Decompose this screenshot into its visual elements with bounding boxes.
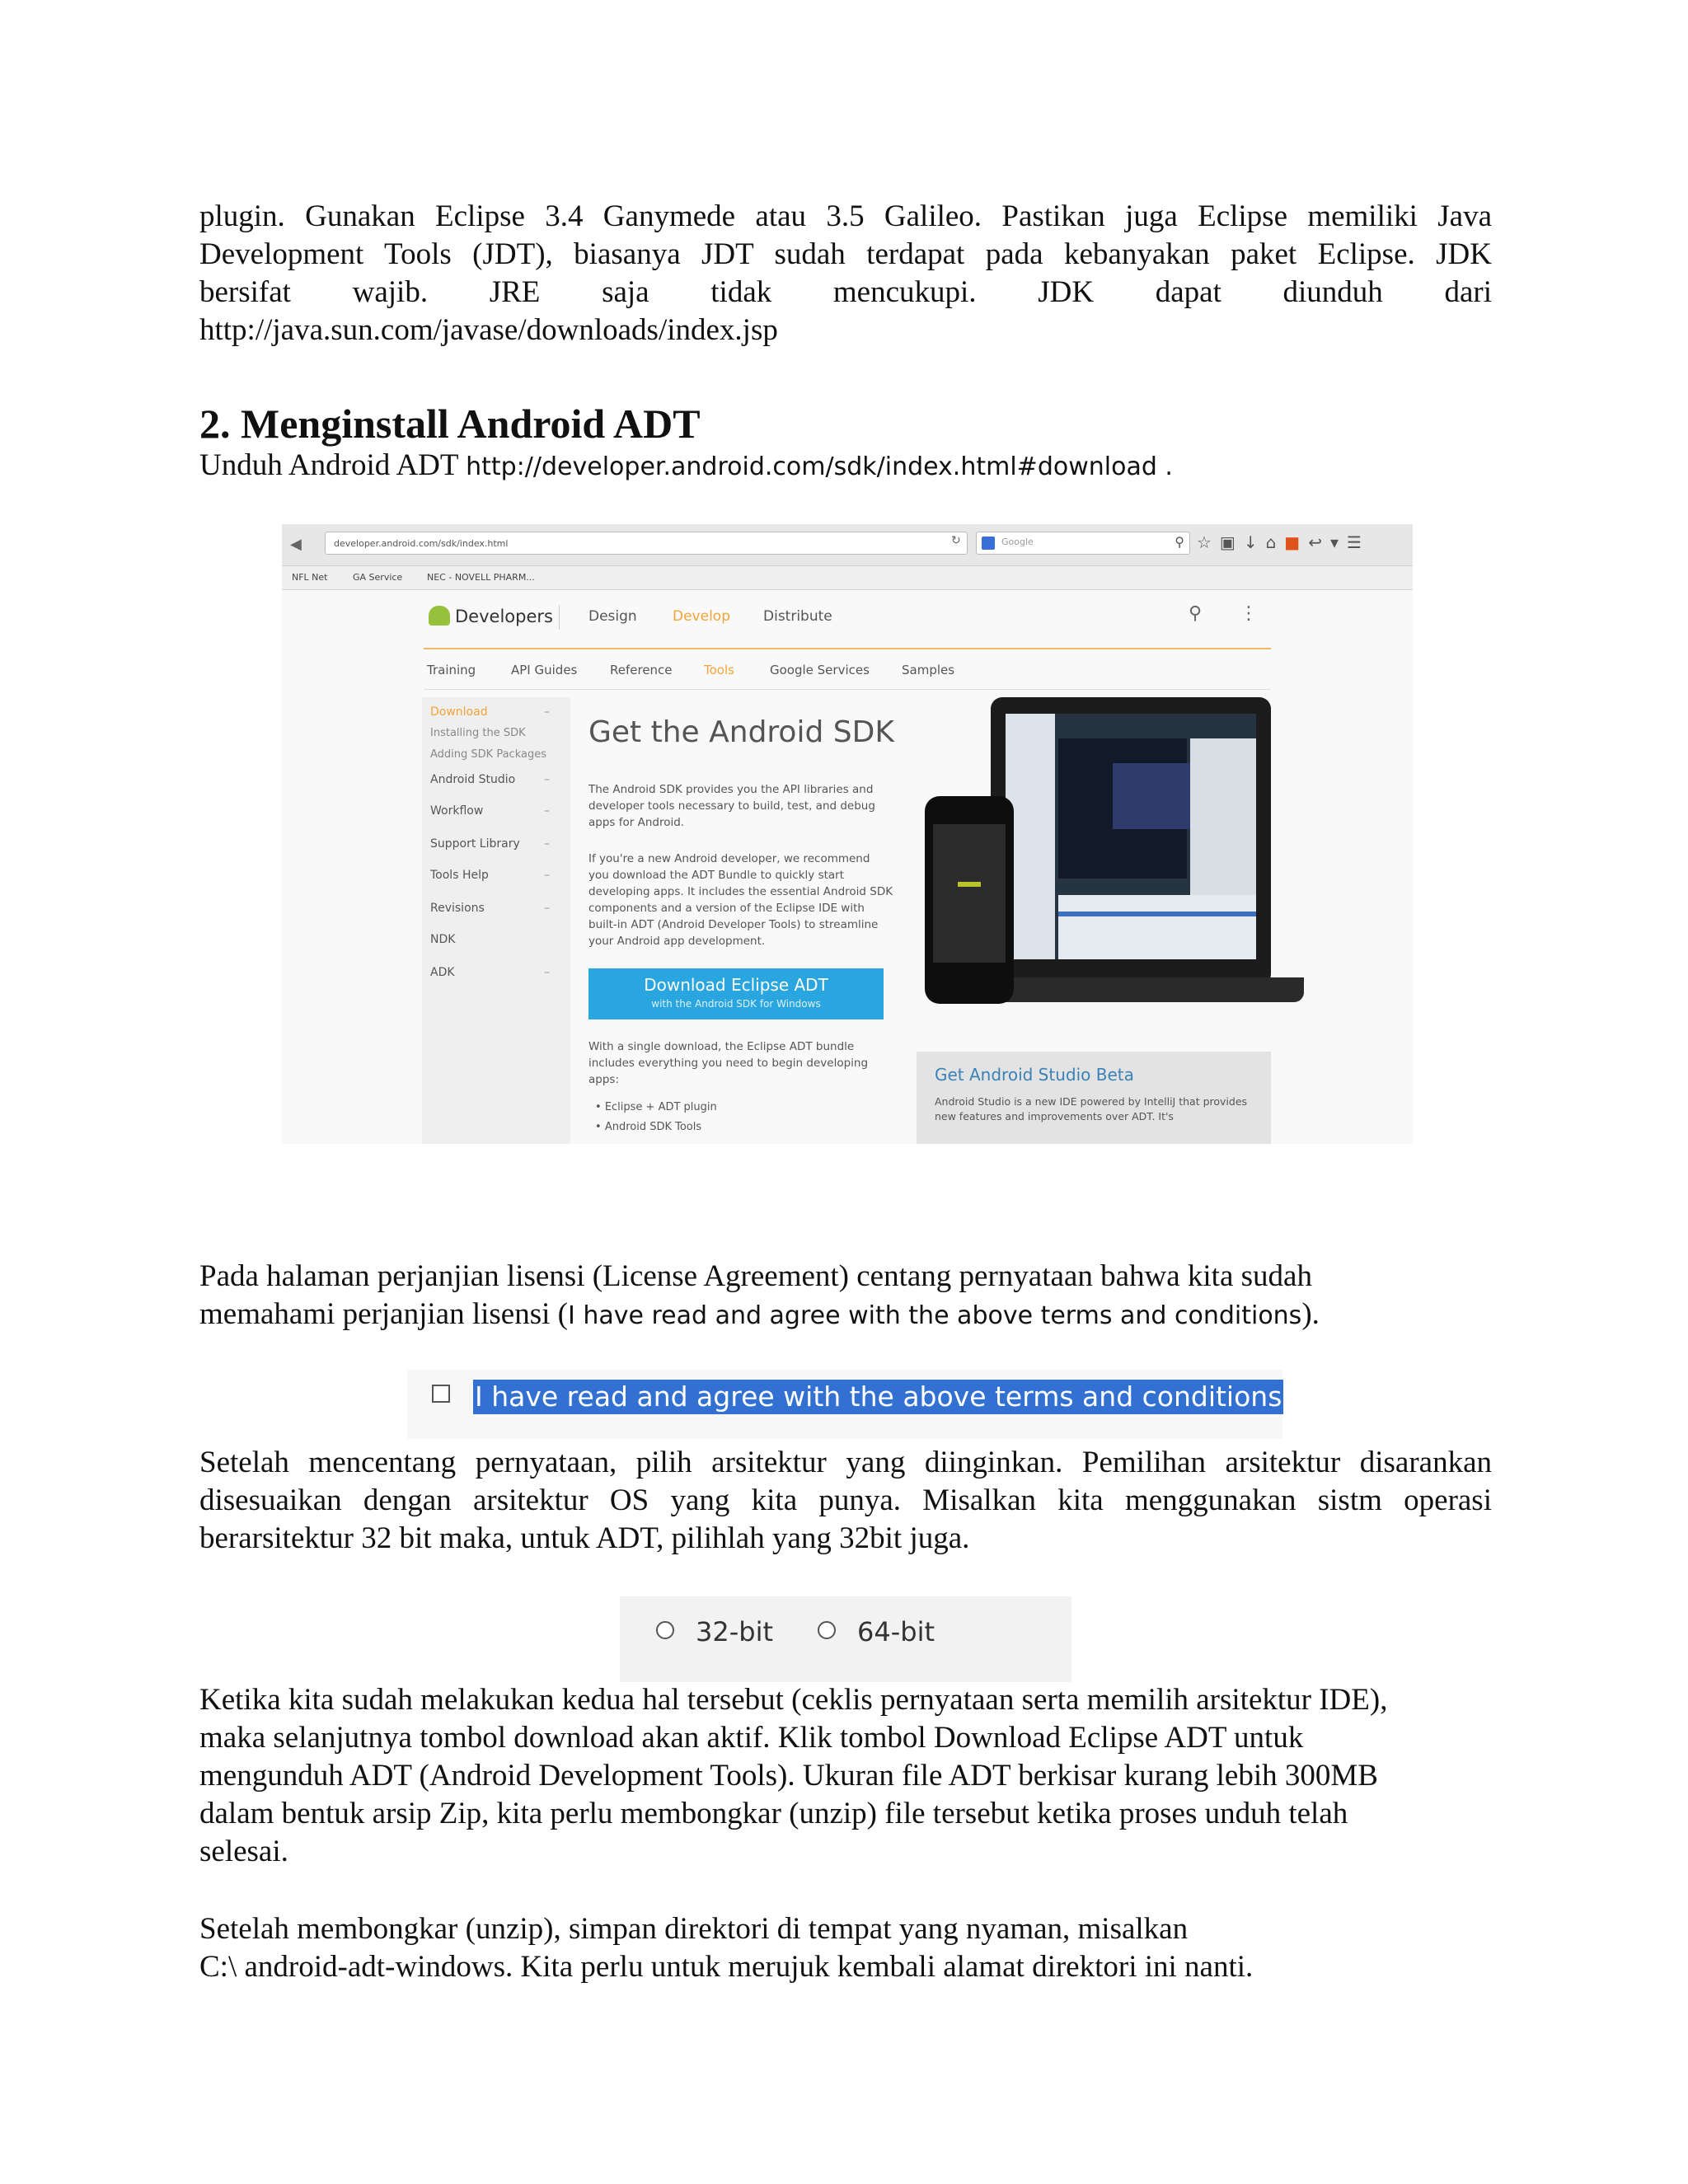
after-line-3: mengunduh ADT (Android Development Tools). Ukuran file ADT berkisar kurang lebih 300MB xyxy=(199,1759,1378,1793)
subnav-api-guides[interactable]: API Guides xyxy=(511,663,578,677)
ide-selection-strip xyxy=(1058,912,1256,916)
android-studio-promo xyxy=(917,1052,1271,1144)
subnav-tools[interactable]: Tools xyxy=(704,663,734,677)
ide-properties xyxy=(1190,738,1256,903)
site-brand[interactable]: Developers xyxy=(455,607,553,626)
site-search-icon[interactable]: ⚲ xyxy=(1189,603,1203,624)
sidebar-item-support-library[interactable]: Support Library xyxy=(430,837,520,851)
bullet-item: • Eclipse + ADT plugin xyxy=(595,1101,717,1113)
sidebar-item-workflow[interactable]: Workflow xyxy=(430,804,484,818)
intro-line-1: plugin. Gunakan Eclipse 3.4 Ganymede atau 3.5 Galileo. Pastikan juga Eclipse memiliki Java xyxy=(199,199,1492,233)
arch-line-1: Setelah mencentang pernyataan, pilih arsitektur yang diinginkan. Pemilihan arsitektur disarankan xyxy=(199,1446,1492,1479)
subnav-rule xyxy=(424,689,1271,690)
sidebar-item-ndk[interactable]: NDK xyxy=(430,933,456,946)
google-icon xyxy=(982,537,995,550)
license-quote: I have read and agree with the above terms and conditions xyxy=(567,1301,1302,1330)
intro-line-3: bersifat wajib. JRE saja tidak mencukupi. JDK dapat diunduh dari xyxy=(199,275,1492,309)
sidebar-item-download[interactable]: Download xyxy=(430,705,488,719)
ide-console xyxy=(1058,895,1256,959)
topnav-design[interactable]: Design xyxy=(588,608,637,625)
sidebar-chevron: – xyxy=(544,705,550,719)
ide-screen xyxy=(1006,714,1256,959)
agree-checkbox[interactable] xyxy=(432,1385,450,1403)
phone-illustration xyxy=(925,796,1014,1004)
license-line-2-text: memahami perjanjian lisensi ( xyxy=(199,1297,568,1331)
sidebar-chevron: – xyxy=(544,869,550,882)
section-heading: 2. Menginstall Android ADT xyxy=(199,401,701,447)
radio-32bit[interactable] xyxy=(656,1621,674,1639)
bookmark-3[interactable]: NEC - NOVELL PHARM... xyxy=(427,572,535,583)
browser-screenshot xyxy=(282,524,1413,1144)
download-eclipse-adt-button[interactable] xyxy=(588,968,884,1019)
subnav-google-services[interactable]: Google Services xyxy=(770,663,870,677)
adt-download-link[interactable]: http://developer.android.com/sdk/index.html#download . xyxy=(466,452,1173,481)
architecture-radio-figure xyxy=(620,1596,1071,1682)
bookmark-2[interactable]: GA Service xyxy=(353,572,403,583)
after-line-5: selesai. xyxy=(199,1835,288,1868)
unduh-line xyxy=(199,447,1492,486)
phone-glow xyxy=(958,882,981,887)
address-bar[interactable]: developer.android.com/sdk/index.html xyxy=(325,532,968,555)
browser-toolbar xyxy=(282,524,1413,566)
site-menu-icon[interactable]: ⋮ xyxy=(1240,603,1258,624)
radio-64bit[interactable] xyxy=(818,1621,836,1639)
after-line-2: maka selanjutnya tombol download akan aktif. Klik tombol Download Eclipse ADT untuk xyxy=(199,1721,1304,1755)
bookmarks-bar xyxy=(282,566,1413,590)
search-icon[interactable]: ⚲ xyxy=(1175,534,1184,550)
sdk-intro: The Android SDK provides you the API libraries and developer tools necessary to build, test, and debug apps for Android. xyxy=(588,783,875,829)
studio-text: Android Studio is a new IDE powered by IntelliJ that provides new features and improvements over ADT. It's xyxy=(935,1095,1248,1122)
jdk-download-link[interactable]: http://java.sun.com/javase/downloads/index.jsp xyxy=(199,313,778,347)
after-line-4: dalam bentuk arsip Zip, kita perlu membongkar (unzip) file tersebut ketika proses unduh telah xyxy=(199,1797,1348,1830)
topnav-distribute[interactable]: Distribute xyxy=(763,608,832,625)
phone-screen xyxy=(933,824,1006,963)
subnav-samples[interactable]: Samples xyxy=(902,663,955,677)
sidebar-item-installing[interactable]: Installing the SDK xyxy=(430,727,526,739)
subnav-training[interactable]: Training xyxy=(427,663,476,677)
subnav-reference[interactable]: Reference xyxy=(610,663,673,677)
bundle-description: With a single download, the Eclipse ADT bundle includes everything you need to begin developing apps: xyxy=(588,1040,869,1086)
arch-line-2: disesuaikan dengan arsitektur OS yang kita punya. Misalkan kita menggunakan sistm operasi xyxy=(199,1483,1492,1517)
license-checkbox-figure xyxy=(407,1370,1282,1439)
search-placeholder: Google xyxy=(1001,537,1034,547)
unzip-line-2: C:\ android-adt-windows. Kita perlu untuk merujuk kembali alamat direktori ini nanti. xyxy=(199,1950,1254,1984)
developer-site xyxy=(282,590,1413,1144)
bookmark-1[interactable]: NFL Net xyxy=(292,572,328,583)
radio-64bit-label[interactable]: 64-bit xyxy=(857,1616,935,1647)
bullet-text: Eclipse + ADT plugin xyxy=(604,1101,717,1113)
reload-icon[interactable]: ↻ xyxy=(951,534,961,547)
intro-line-2: Development Tools (JDT), biasanya JDT sudah terdapat pada kebanyakan paket Eclipse. JDK xyxy=(199,237,1492,271)
sidebar-item-tools-help[interactable]: Tools Help xyxy=(430,869,489,882)
back-icon[interactable]: ◀ xyxy=(290,536,302,553)
laptop-illustration xyxy=(991,697,1271,986)
license-line-1: Pada halaman perjanjian lisensi (License Agreement) centang pernyataan bahwa kita sudah xyxy=(199,1259,1312,1293)
agree-checkbox-label[interactable]: I have read and agree with the above terms and conditions xyxy=(475,1380,1282,1413)
after-line-1: Ketika kita sudah melakukan kedua hal tersebut (ceklis pernyataan serta memilih arsitektur IDE), xyxy=(199,1683,1388,1717)
license-line-2-end: ). xyxy=(1301,1297,1320,1331)
sidebar-item-revisions[interactable]: Revisions xyxy=(430,902,485,915)
download-button-sublabel: with the Android SDK for Windows xyxy=(651,998,821,1010)
unzip-line-1: Setelah membongkar (unzip), simpan direktori di tempat yang nyaman, misalkan xyxy=(199,1912,1189,1946)
license-line-2 xyxy=(199,1296,1492,1335)
nav-divider xyxy=(559,605,560,630)
sdk-recommendation: If you're a new Android developer, we recommend you download the ADT Bundle to quickly start developing apps. It includes the essential Android SDK components and a version of the Eclipse IDE with built-in ADT (Android Developer Tools) to streamline your Android app development. xyxy=(588,852,893,948)
sidebar-chevron: – xyxy=(544,902,550,915)
sidebar-chevron: – xyxy=(544,837,550,851)
studio-title[interactable]: Get Android Studio Beta xyxy=(935,1065,1134,1085)
toolbar-icons[interactable]: ☆▣↓⌂■↩▾☰ xyxy=(1197,532,1370,552)
sidebar-item-android-studio[interactable]: Android Studio xyxy=(430,773,516,786)
browser-search-box[interactable] xyxy=(976,532,1190,555)
nav-rule xyxy=(424,648,1271,649)
sidebar-item-adk[interactable]: ADK xyxy=(430,966,455,979)
arch-line-3: berarsitektur 32 bit maka, untuk ADT, pilihlah yang 32bit juga. xyxy=(199,1521,970,1555)
sidebar-chevron: – xyxy=(544,773,550,786)
bullet-item: • Android SDK Tools xyxy=(595,1121,702,1133)
android-logo-icon xyxy=(429,606,450,626)
sidebar xyxy=(422,697,570,1144)
sdk-title: Get the Android SDK xyxy=(588,715,894,749)
sidebar-item-adding-packages[interactable]: Adding SDK Packages xyxy=(430,748,546,761)
unduh-text: Unduh Android ADT xyxy=(199,448,467,482)
radio-32bit-label[interactable]: 32-bit xyxy=(696,1616,774,1647)
sidebar-chevron: – xyxy=(544,804,550,818)
download-button-label: Download Eclipse ADT xyxy=(644,975,828,995)
sidebar-chevron: – xyxy=(544,966,550,979)
bullet-text: Android SDK Tools xyxy=(604,1121,702,1133)
topnav-develop[interactable]: Develop xyxy=(673,608,730,625)
